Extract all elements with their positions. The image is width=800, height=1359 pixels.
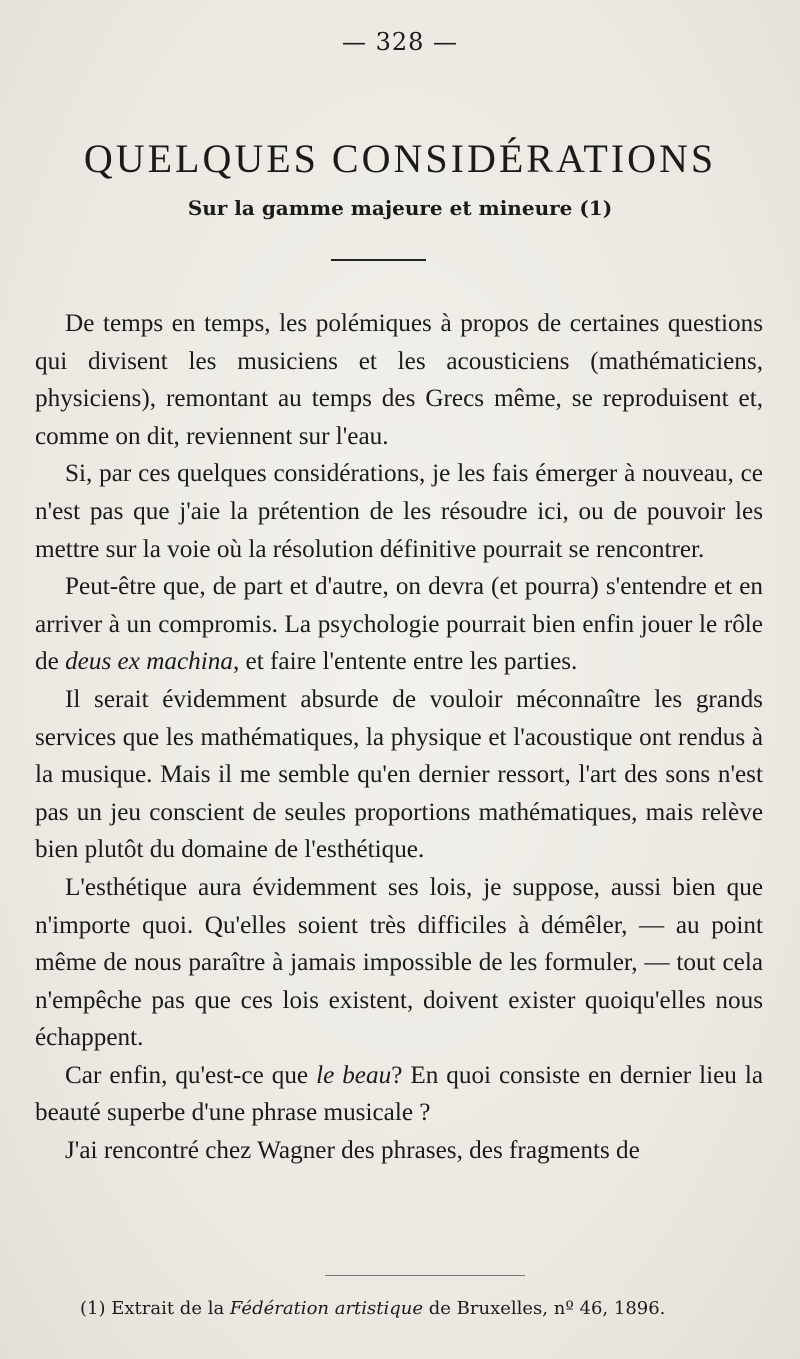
paragraph bbox=[35, 568, 763, 681]
chapter-subtitle: Sur la gamme majeure et mineure (1) bbox=[187, 196, 613, 220]
paragraph bbox=[35, 1057, 763, 1132]
paragraph: L'esthétique aura évidemment ses lois, je suppose, aussi bien que n'importe quoi. Qu'elles soient très difficiles à démêler, — au point même de nous paraître à jamais impossible de les formuler, — tout cela n'empêche pas que ces lois existent, doivent exister quoiqu'elles nous échappent. bbox=[35, 873, 763, 1052]
footnote-text: de Bruxelles, nº 46, 1896. bbox=[423, 1298, 666, 1319]
footnote-text: (1) Extrait de la bbox=[80, 1298, 230, 1319]
title-divider bbox=[331, 259, 426, 261]
text-run: Peut-être que, de part et d'autre, on devra (et pourra) s'entendre et en arriver à un compromis. La psychologie pourrait bien enfin jouer le rôle de bbox=[35, 573, 763, 676]
text-run: Car enfin, qu'est-ce que bbox=[65, 1061, 317, 1089]
text-run: , et faire l'entente entre les parties. bbox=[232, 648, 578, 676]
footnote bbox=[80, 1297, 720, 1321]
italic-phrase: deus ex machina bbox=[65, 648, 233, 676]
body-text bbox=[35, 305, 763, 1170]
paragraph: J'ai rencontré chez Wagner des phrases, des fragments de bbox=[65, 1137, 640, 1165]
footnote-publication: Fédération artistique bbox=[229, 1298, 424, 1319]
paragraph: De temps en temps, les polémiques à propos de certaines questions qui divisent les musiciens et les acousticiens (mathématiciens, physiciens), remontant au temps des Grecs même, se reproduisent et, comme on dit, reviennent sur l'eau. bbox=[35, 310, 763, 450]
paragraph: Il serait évidemment absurde de vouloir méconnaître les grands services que les mathématiques, la physique et l'acoustique ont rendus à la musique. Mais il me semble qu'en dernier ressort, l'art des sons n'est pas un jeu conscient de seules proportions mathématiques, mais relève bien plutôt du domaine de l'esthétique. bbox=[35, 685, 763, 864]
text-run: ? En quoi consiste en dernier lieu la beauté superbe d'une phrase musicale ? bbox=[35, 1061, 764, 1127]
chapter-title: QUELQUES CONSIDÉRATIONS bbox=[83, 136, 717, 181]
italic-phrase: le beau bbox=[316, 1061, 392, 1089]
footnote-divider bbox=[325, 1275, 525, 1276]
paragraph: Si, par ces quelques considérations, je les fais émerger à nouveau, ce n'est pas que j'aie la prétention de les résoudre ici, ou de pouvoir les mettre sur la voie où la résolution définitive pourrait se rencontrer. bbox=[35, 460, 763, 563]
page-number: — 328 — bbox=[341, 28, 459, 56]
